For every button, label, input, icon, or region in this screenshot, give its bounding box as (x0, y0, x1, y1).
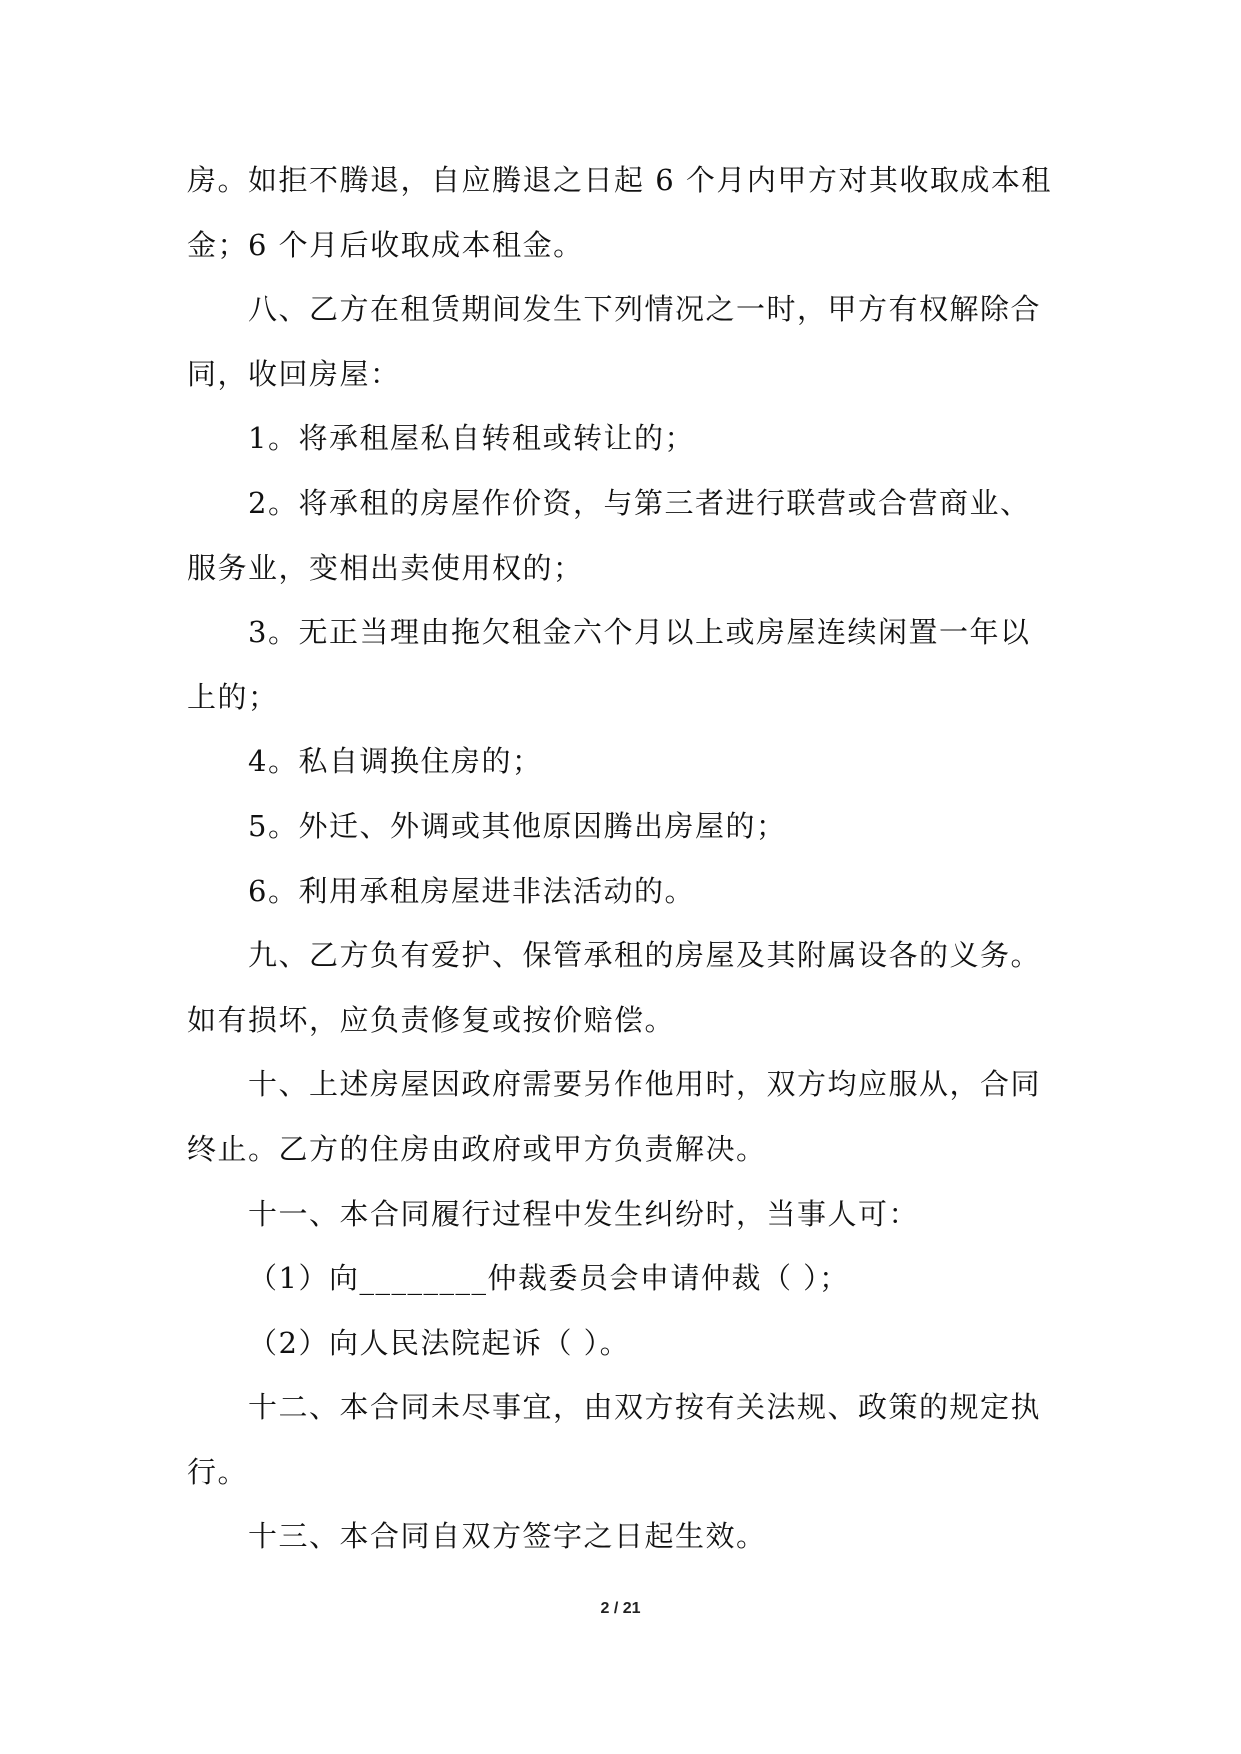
text-line: 终止。乙方的住房由政府或甲方负责解决。 (187, 1131, 767, 1166)
document-body (187, 160, 1057, 1581)
clause-9-line: 九、乙方负有爱护、保管承租的房屋及其附属设各的义务。 (248, 938, 1042, 973)
option-court: （2）向人民法院起诉（ ）。 (248, 1325, 631, 1360)
text-line: 行。 (187, 1454, 249, 1489)
option-arbitration: （1）向________仲裁委员会申请仲裁（ ）； (248, 1261, 850, 1296)
text-line: 服务业，变相出卖使用权的； (187, 550, 584, 585)
text-line: 房。如拒不腾退，自应腾退之日起 6 个月内甲方对其收取成本租 (187, 163, 1052, 197)
text-line: 金；6 个月后收取成本租金。 (187, 227, 584, 262)
text-line: 上的； (187, 679, 279, 714)
clause-8-line: 八、乙方在租赁期间发生下列情况之一时，甲方有权解除合 (248, 292, 1042, 327)
text-line: 如有损坏，应负责修复或按价赔偿。 (187, 1002, 676, 1037)
page-number: 2 / 21 (600, 1600, 641, 1617)
list-item-4: 4。私自调换住房的； (248, 744, 543, 779)
list-item-2: 2。将承租的房屋作价资，与第三者进行联营或合营商业、 (248, 485, 1031, 520)
clause-12-line: 十二、本合同未尽事宜，由双方按有关法规、政策的规定执 (248, 1390, 1042, 1425)
text-line: 同，收回房屋： (187, 356, 401, 391)
list-item-5: 5。外迁、外调或其他原因腾出房屋的； (248, 808, 787, 843)
list-item-3: 3。无正当理由拖欠租金六个月以上或房屋连续闲置一年以 (248, 615, 1031, 650)
clause-11-line: 十一、本合同履行过程中发生纠纷时，当事人可： (248, 1196, 920, 1231)
list-item-6: 6。利用承租房屋进非法活动的。 (248, 873, 695, 908)
list-item-1: 1。将承租屋私自转租或转让的； (248, 421, 695, 456)
clause-13-line: 十三、本合同自双方签字之日起生效。 (248, 1519, 767, 1554)
clause-10-line: 十、上述房屋因政府需要另作他用时，双方均应服从，合同 (248, 1067, 1042, 1102)
